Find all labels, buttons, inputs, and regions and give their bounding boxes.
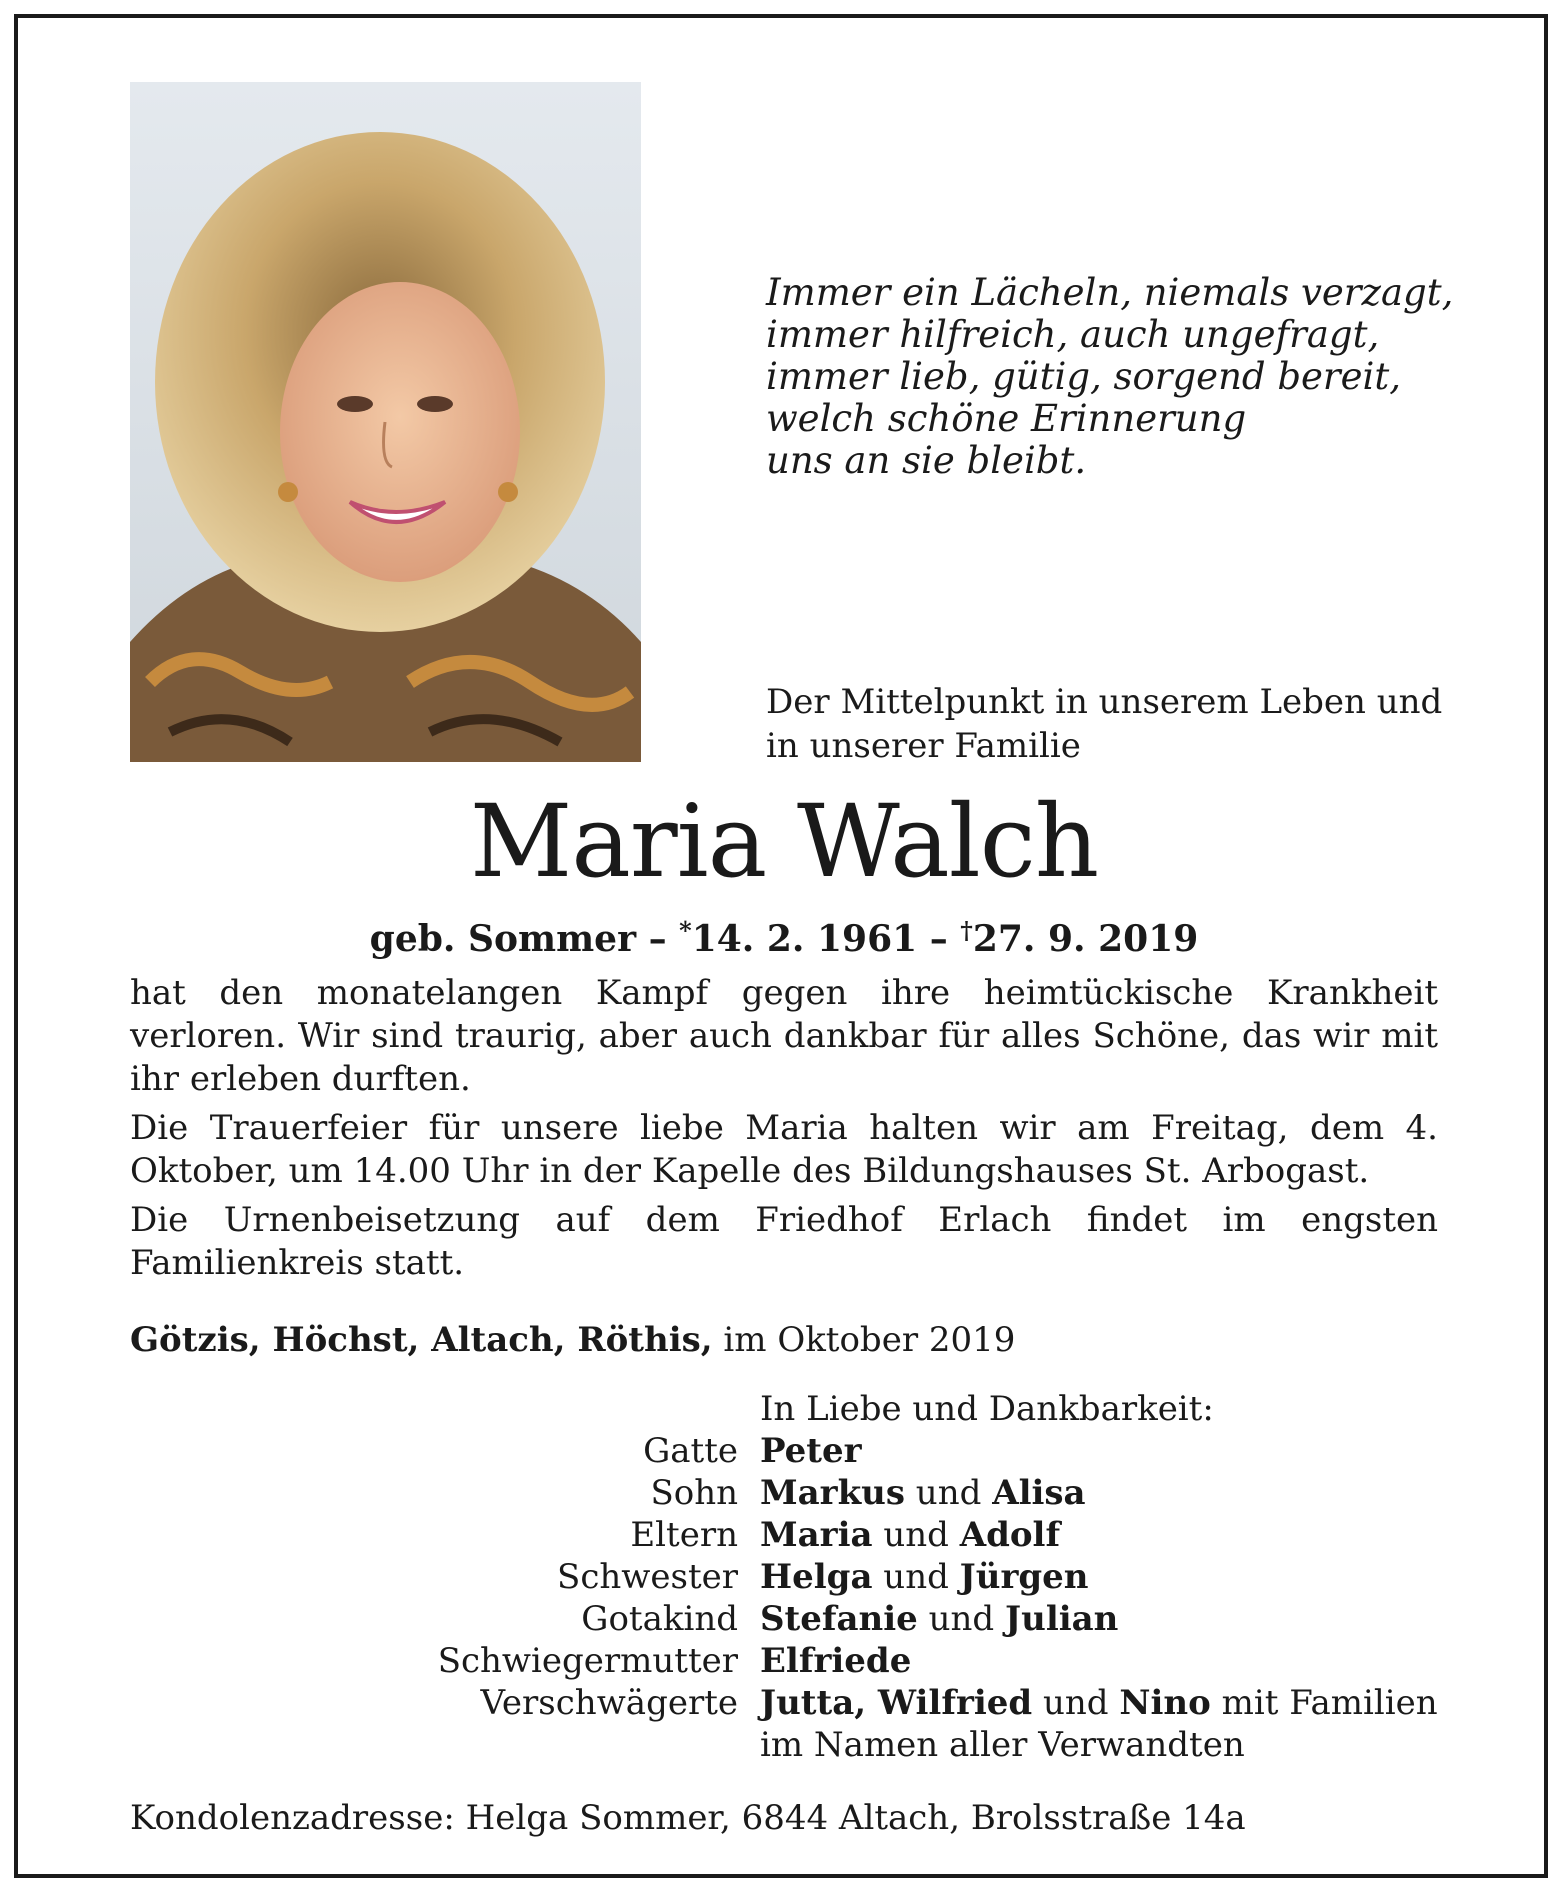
family-member-name: Helga xyxy=(760,1557,873,1597)
family-role: Sohn xyxy=(650,1473,738,1513)
place-and-date xyxy=(130,1318,1015,1362)
obituary-body xyxy=(130,972,1438,1291)
family-names xyxy=(760,1472,1086,1514)
condolence-address: Kondolenzadresse: Helga Sommer, 6844 Altach, Brolsstraße 14a xyxy=(130,1798,1246,1838)
family-names xyxy=(760,1682,1438,1724)
poem xyxy=(766,272,1453,482)
family-connector: mit Familien xyxy=(1210,1683,1438,1723)
date-separator: – xyxy=(636,918,680,960)
family-member-name: Nino xyxy=(1119,1683,1211,1723)
poem-line: immer lieb, gütig, sorgend bereit, xyxy=(766,355,1401,398)
family-role: Schwiegermutter xyxy=(437,1641,738,1681)
life-dates xyxy=(0,908,1568,962)
death-symbol: † xyxy=(960,916,973,945)
family-member-name: Adolf xyxy=(959,1515,1061,1555)
family-row xyxy=(0,1556,1568,1598)
poem-line: immer hilfreich, auch ungefragt, xyxy=(766,313,1380,356)
family-row xyxy=(0,1430,1568,1472)
towns: Götzis, Höchst, Altach, Röthis, xyxy=(130,1320,713,1360)
family-connector: und xyxy=(1032,1683,1120,1723)
body-paragraph: hat den monatelangen Kampf gegen ihre heimtückische Krankheit verloren. Wir sind traurig, aber auch dankbar für alles Schöne, das wir mit ihr erleben durften. xyxy=(130,973,1438,1099)
family-member-name: Elfriede xyxy=(760,1641,912,1681)
family-intro: In Liebe und Dankbarkeit: xyxy=(760,1389,1214,1429)
family-names xyxy=(760,1640,911,1682)
family-role: Eltern xyxy=(630,1515,738,1555)
family-member-name: Stefanie xyxy=(760,1599,918,1639)
family-connector: und xyxy=(872,1515,960,1555)
family-names xyxy=(760,1598,1118,1640)
family-member-name: Julian xyxy=(1005,1599,1119,1639)
body-paragraph: Die Urnenbeisetzung auf dem Friedhof Erlach findet im engsten Familienkreis statt. xyxy=(130,1200,1438,1283)
family-closing: im Namen aller Verwandten xyxy=(760,1725,1245,1765)
birth-name: geb. Sommer xyxy=(369,918,637,960)
family-member-name: Peter xyxy=(760,1431,862,1471)
family-row xyxy=(0,1598,1568,1640)
body-paragraph: Die Trauerfeier für unsere liebe Maria halten wir am Freitag, dem 4. Oktober, um 14.00 Uhr in der Kapelle des Bildungshauses St. Arbogast. xyxy=(130,1108,1438,1191)
intro-text xyxy=(766,680,1442,768)
intro-line: Der Mittelpunkt in unserem Leben und xyxy=(766,682,1443,722)
poem-line: uns an sie bleibt. xyxy=(766,439,1087,482)
portrait-photo xyxy=(130,82,641,762)
family-connector: und xyxy=(905,1473,993,1513)
family-member-name: Alisa xyxy=(992,1473,1086,1513)
family-role: Gatte xyxy=(643,1431,738,1471)
family-connector: und xyxy=(872,1557,960,1597)
family-role: Schwester xyxy=(557,1557,738,1597)
family-role: Gotakind xyxy=(581,1599,738,1639)
family-member-name: Jürgen xyxy=(959,1557,1089,1597)
poem-line: welch schöne Erinnerung xyxy=(766,397,1247,440)
family-row xyxy=(0,1514,1568,1556)
family-names xyxy=(760,1430,862,1472)
family-names xyxy=(760,1514,1060,1556)
family-role: Verschwägerte xyxy=(480,1683,738,1723)
family-row xyxy=(0,1682,1568,1724)
family-member-name: Jutta, Wilfried xyxy=(760,1683,1033,1723)
birth-date: 14. 2. 1961 xyxy=(691,918,918,960)
deceased-name: Maria Walch xyxy=(469,783,1099,900)
intro-line: in unserer Familie xyxy=(766,726,1081,766)
family-row xyxy=(0,1472,1568,1514)
month-year: im Oktober 2019 xyxy=(712,1320,1016,1360)
date-separator: – xyxy=(917,918,961,960)
family-member-name: Maria xyxy=(760,1515,873,1555)
death-date: 27. 9. 2019 xyxy=(972,918,1199,960)
family-connector: und xyxy=(917,1599,1006,1639)
birth-symbol: * xyxy=(679,916,692,945)
family-member-name: Markus xyxy=(760,1473,905,1513)
poem-line: Immer ein Lächeln, niemals verzagt, xyxy=(766,271,1454,314)
family-row xyxy=(0,1640,1568,1682)
family-names xyxy=(760,1556,1089,1598)
